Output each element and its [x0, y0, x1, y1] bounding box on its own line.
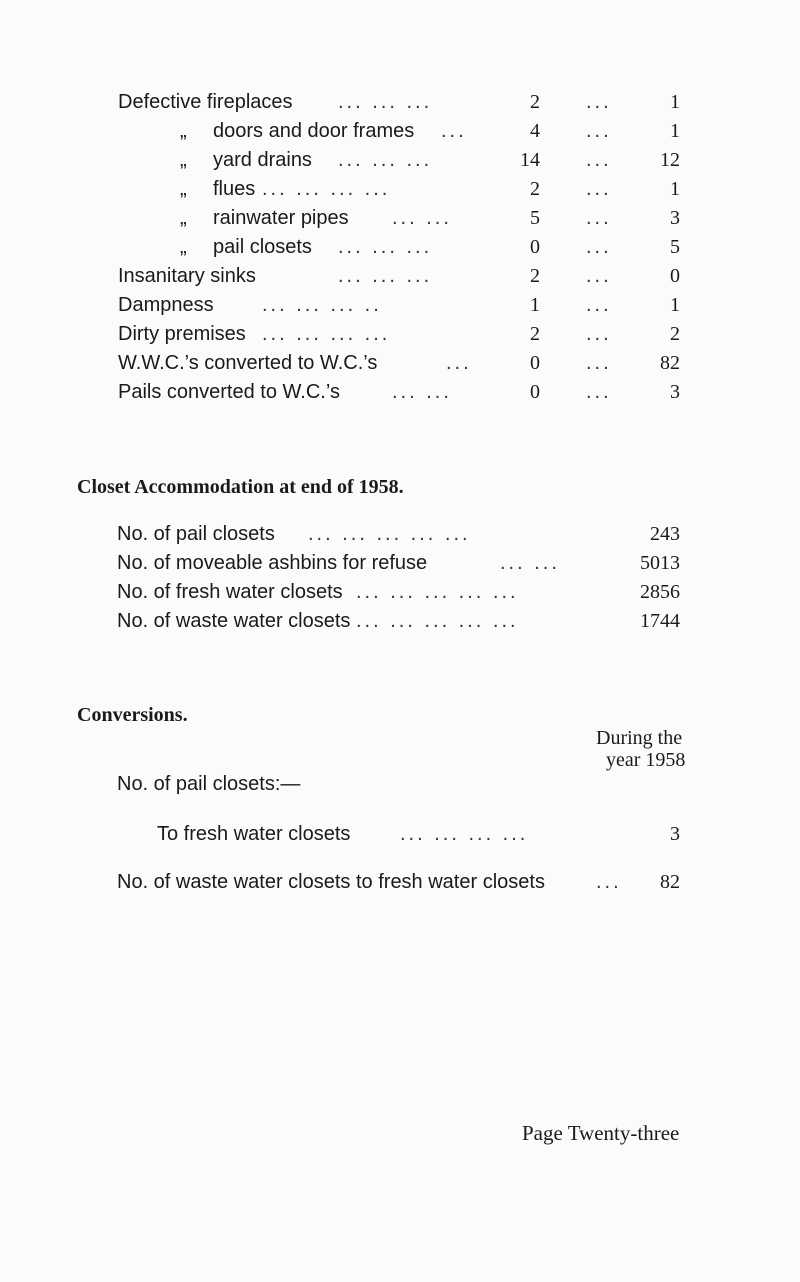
row-label: No. of moveable ashbins for refuse [117, 552, 428, 574]
waste-water-label: No. of waste water closets to fresh water closets [117, 871, 545, 893]
value-b: 3 [670, 207, 680, 229]
fresh-water-label: To fresh water closets [157, 823, 351, 845]
page-number: Page Twenty-three [522, 1121, 680, 1145]
row-label: Insanitary sinks [118, 265, 256, 287]
value-b: 5 [670, 236, 680, 258]
value-a: 2 [530, 91, 540, 113]
row-label: pail closets [213, 236, 312, 258]
mid-dots: ... [586, 178, 612, 200]
leader-dots: ... ... ... ... [262, 323, 391, 345]
leader-dots: ... ... ... ... ... [356, 581, 519, 603]
value-a: 0 [530, 381, 540, 403]
leader-dots: ... ... ... [338, 91, 433, 113]
ditto-mark: „ [180, 207, 187, 229]
mid-dots: ... [586, 265, 612, 287]
row-label: rainwater pipes [213, 207, 349, 229]
mid-dots: ... [586, 352, 612, 374]
value-b: 0 [670, 265, 680, 287]
waste-water-value: 82 [660, 871, 680, 893]
mid-dots: ... [586, 120, 612, 142]
value-a: 14 [520, 149, 540, 171]
fresh-water-value: 3 [670, 823, 680, 845]
leader-dots: ... ... ... .. [262, 294, 382, 316]
row-label: No. of fresh water closets [117, 581, 343, 603]
row-label: W.W.C.’s converted to W.C.’s [118, 352, 378, 374]
ditto-mark: „ [180, 236, 187, 258]
value-b: 82 [660, 352, 680, 374]
mid-dots: ... [586, 381, 612, 403]
mid-dots: ... [586, 149, 612, 171]
row-label: yard drains [213, 149, 312, 171]
closet-value: 1744 [640, 610, 680, 632]
value-b: 1 [670, 294, 680, 316]
leader-dots: ... ... ... [338, 149, 433, 171]
value-a: 0 [530, 236, 540, 258]
value-b: 3 [670, 381, 680, 403]
row-label: Pails converted to W.C.’s [118, 381, 340, 403]
ditto-mark: „ [180, 120, 187, 142]
row-label: Dirty premises [118, 323, 246, 345]
leader-dots: ... [446, 352, 472, 374]
leader-dots: ... ... [500, 552, 560, 574]
section-heading: Closet Accommodation at end of 1958. [77, 476, 404, 498]
row-label: flues [213, 178, 256, 200]
ditto-mark: „ [180, 178, 187, 200]
column-header-line2: year 1958 [606, 749, 686, 771]
value-b: 12 [660, 149, 680, 171]
leader-dots: ... ... ... ... ... [308, 523, 471, 545]
value-a: 1 [530, 294, 540, 316]
leader-dots: ... ... ... ... ... [356, 610, 519, 632]
closet-value: 2856 [640, 581, 680, 603]
leader-dots: ... ... ... [338, 236, 433, 258]
mid-dots: ... [586, 323, 612, 345]
value-a: 5 [530, 207, 540, 229]
leader-dots: ... ... [392, 207, 452, 229]
row-label: No. of waste water closets [117, 610, 351, 632]
value-b: 1 [670, 178, 680, 200]
pail-closets-label: No. of pail closets:— [117, 773, 301, 795]
closet-value: 243 [650, 523, 680, 545]
value-b: 1 [670, 91, 680, 113]
value-b: 1 [670, 120, 680, 142]
ditto-mark: „ [180, 149, 187, 171]
value-a: 4 [530, 120, 540, 142]
leader-dots: ... [441, 120, 467, 142]
value-a: 2 [530, 178, 540, 200]
value-a: 2 [530, 265, 540, 287]
row-label: doors and door frames [213, 120, 415, 142]
leader-dots: ... ... ... ... [262, 178, 391, 200]
row-label: No. of pail closets [117, 523, 275, 545]
mid-dots: ... [586, 236, 612, 258]
mid-dots: ... [586, 91, 612, 113]
section-heading: Conversions. [77, 704, 188, 726]
leader-dots: ... ... [392, 381, 452, 403]
mid-dots: ... [586, 294, 612, 316]
value-b: 2 [670, 323, 680, 345]
value-a: 2 [530, 323, 540, 345]
row-label: Defective fireplaces [118, 91, 293, 113]
leader-dots: ... ... ... ... [400, 823, 529, 845]
mid-dots: ... [586, 207, 612, 229]
row-label: Dampness [118, 294, 214, 316]
value-a: 0 [530, 352, 540, 374]
leader-dots: ... [596, 871, 622, 893]
leader-dots: ... ... ... [338, 265, 433, 287]
closet-value: 5013 [640, 552, 680, 574]
column-header-line1: During the [596, 727, 683, 749]
